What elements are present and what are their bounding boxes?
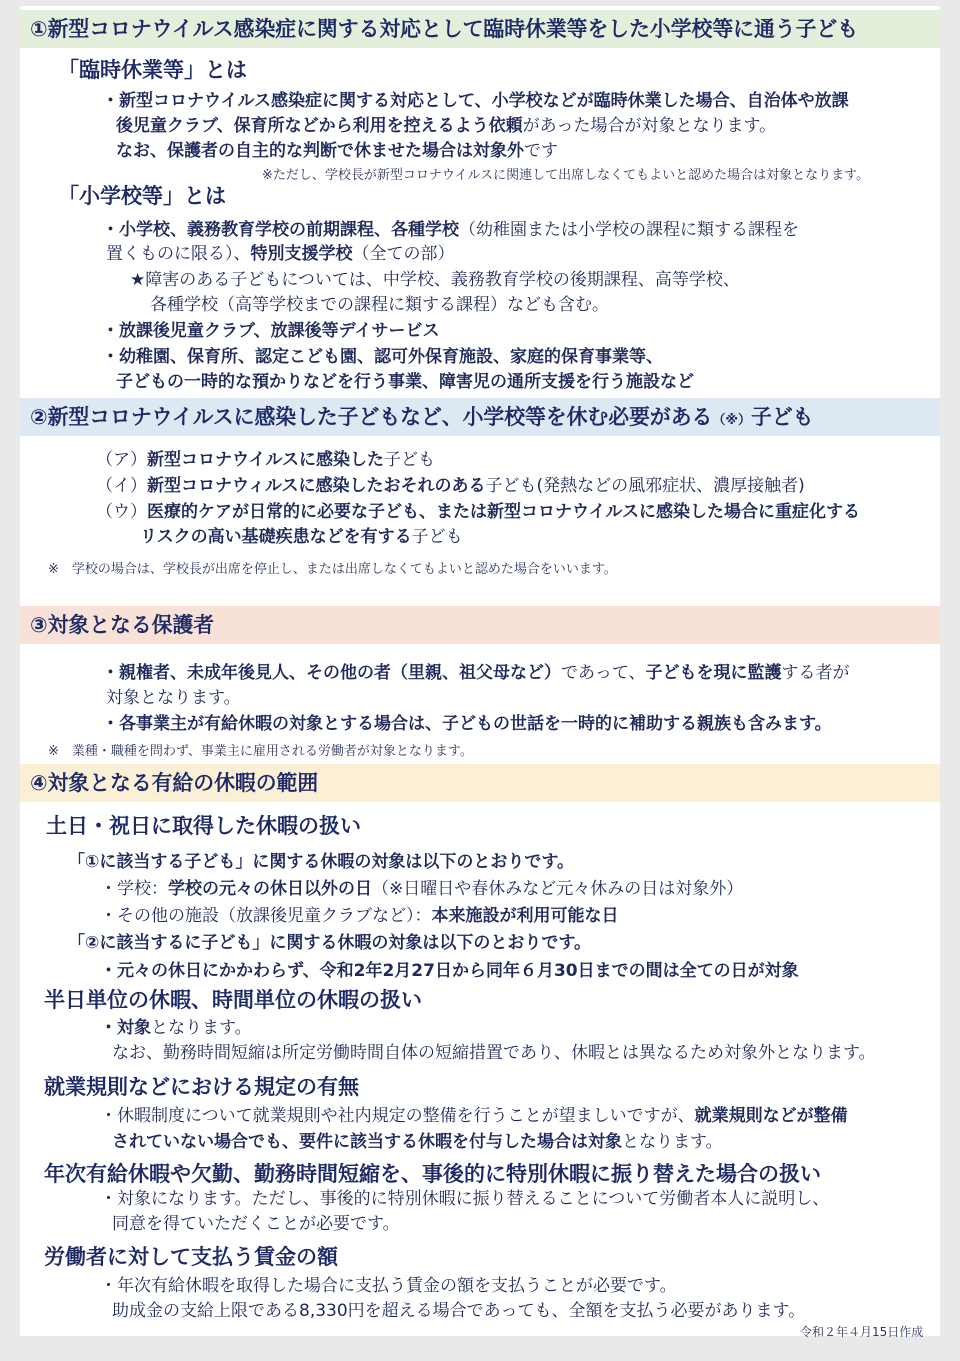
section-4-heading-transfer: 年次有給休暇や欠勤、勤務時間短縮を、事後的に特別休暇に振り替えた場合の扱い — [44, 1162, 821, 1186]
text-line: ・対象となります。 — [100, 1018, 252, 1038]
text-line: ・休暇制度について就業規則や社内規定の整備を行うことが望ましいですが、就業規則などが整備 — [100, 1106, 848, 1126]
text-line: 「①に該当する子ども」に関する休暇の対象は以下のとおりです。 — [68, 852, 575, 872]
text-line: ・親権者、未成年後見人、その他の者（里親、祖父母など）であって、子どもを現に監護する者が — [102, 663, 850, 683]
list-item: （ア）新型コロナウイルスに感染した子ども — [96, 450, 435, 470]
section-4-heading-weekend: 土日・祝日に取得した休暇の扱い — [46, 814, 361, 838]
note: ※ 学校の場合は、学校長が出席を停止し、または出席しなくてもよいと認めた場合をいいます。 — [48, 562, 617, 577]
note: ※ただし、学校長が新型コロナウイルスに関連して出席しなくてもよいと認めた場合は対象となります。 — [262, 168, 870, 183]
text-line: ・その他の施設（放課後児童クラブなど）：本来施設が利用可能な日 — [100, 906, 619, 926]
section-3-header: ③対象となる保護者 — [20, 606, 940, 644]
text-line: ・新型コロナウイルス感染症に関する対応として、小学校などが臨時休業した場合、自治体や放課 — [102, 91, 849, 111]
leaflet-page — [20, 6, 940, 1339]
text-line: なお、保護者の自主的な判断で休ませた場合は対象外です — [116, 141, 558, 161]
section-4-header: ④対象となる有給の休暇の範囲 — [20, 764, 940, 802]
text-line: 対象となります。 — [106, 688, 241, 708]
section-2-header: ②新型コロナウイルスに感染した子どもなど、小学校等を休む必要がある（※）子ども — [20, 398, 940, 436]
text-line: ・放課後児童クラブ、放課後等デイサービス — [102, 321, 440, 341]
list-item: （ウ）医療的ケアが日常的に必要な子ども、または新型コロナウイルスに感染した場合に重症化する — [96, 502, 860, 522]
text-line: ・年次有給休暇を取得した場合に支払う賃金の額を支払うことが必要です。 — [100, 1276, 677, 1296]
text-line: ・幼稚園、保育所、認定こども園、認可外保育施設、家庭的保育事業等、 — [102, 347, 663, 367]
section-4-heading-rules: 就業規則などにおける規定の有無 — [44, 1075, 359, 1099]
text-line: ・各事業主が有給休暇の対象とする場合は、子どもの世話を一時的に補助する親族も含みます。 — [102, 714, 832, 734]
text-line: 置くものに限る）、特別支援学校（全ての部） — [106, 244, 455, 264]
text-line: 助成金の支給上限である8,330円を超える場合であっても、全額を支払う必要があります。 — [112, 1301, 806, 1321]
text-line: なお、勤務時間短縮は所定労働時間自体の短縮措置であり、休暇とは異なるため対象外となります。 — [112, 1043, 876, 1063]
text-line: されていない場合でも、要件に該当する休暇を付与した場合は対象となります。 — [112, 1132, 723, 1152]
text-line: 各種学校（高等学校までの課程に類する課程）なども含む。 — [150, 295, 609, 315]
text-line: 同意を得ていただくことが必要です。 — [112, 1214, 400, 1234]
list-item: （イ）新型コロナウィルスに感染したおそれのある子ども(発熱などの風邪症状、濃厚接触者) — [96, 476, 805, 496]
text-line: ・小学校、義務教育学校の前期課程、各種学校（幼稚園または小学校の課程に類する課程を — [102, 220, 799, 240]
text-line: ・対象になります。ただし、事後的に特別休暇に振り替えることについて労働者本人に説明し、 — [100, 1189, 830, 1209]
text-line: 後児童クラブ、保育所などから利用を控えるよう依頼があった場合が対象となります。 — [116, 116, 777, 136]
text-line: 子どもの一時的な預かりなどを行う事業、障害児の通所支援を行う施設など — [116, 372, 694, 392]
section-1-header: ①新型コロナウイルス感染症に関する対応として臨時休業等をした小学校等に通う子ども — [20, 10, 940, 48]
section-4-heading-halfday: 半日単位の休暇、時間単位の休暇の扱い — [44, 988, 422, 1012]
footer-date: 令和２年４月15日作成 — [800, 1325, 924, 1339]
list-item-continuation: リスクの高い基礎疾患などを有する子ども — [140, 527, 463, 547]
text-line: ・元々の休日にかかわらず、令和2年2月27日から同年６月30日までの間は全ての日が対象 — [100, 961, 799, 981]
section-1-heading-rinji: 「臨時休業等」とは — [58, 58, 247, 82]
text-line: 「②に該当するに子ども」に関する休暇の対象は以下のとおりです。 — [68, 933, 592, 953]
text-line: ・学校：学校の元々の休日以外の日（※日曜日や春休みなど元々休みの日は対象外） — [100, 879, 744, 899]
section-4-heading-wages: 労働者に対して支払う賃金の額 — [44, 1245, 338, 1269]
text-line: ★障害のある子どもについては、中学校、義務教育学校の後期課程、高等学校、 — [130, 270, 740, 290]
note: ※ 業種・職種を問わず、事業主に雇用される労働者が対象となります。 — [48, 744, 473, 759]
section-1-heading-shogakko: 「小学校等」とは — [58, 184, 226, 208]
